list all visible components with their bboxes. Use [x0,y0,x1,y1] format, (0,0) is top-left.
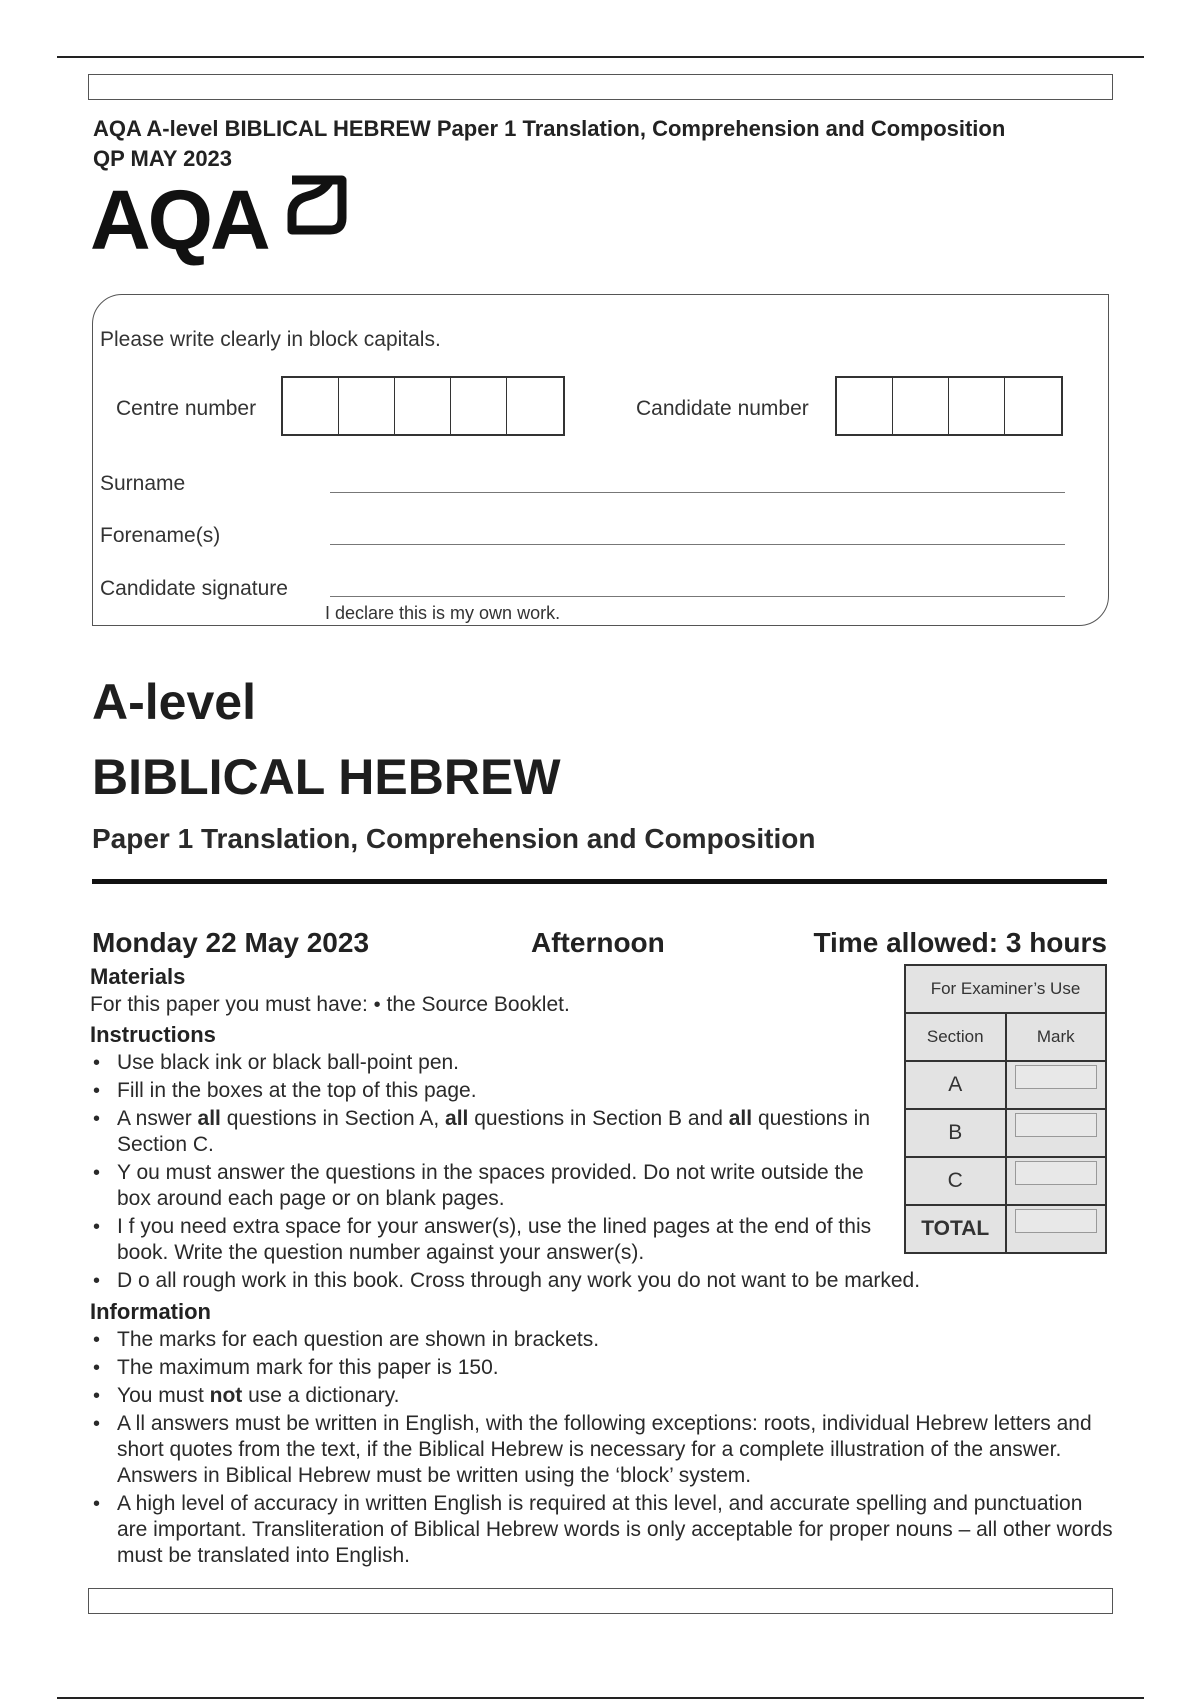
information-item [90,1383,1115,1409]
information-heading: Information [90,1299,211,1324]
section-label: A [905,1061,1006,1109]
total-label: TOTAL [905,1205,1006,1253]
materials-heading: Materials [90,964,186,989]
mark-cell[interactable] [1006,1157,1107,1205]
total-mark-cell[interactable] [1006,1205,1107,1253]
materials-item: the Source Booklet. [386,993,570,1016]
instruction-item: • Fill in the boxes at the top of this page. [90,1078,898,1104]
instruction-item: • Y ou must answer the questions in the spaces provided. Do not write outside the box around each page or on blank pages. [90,1160,877,1212]
signature-label: Candidate signature [100,577,288,600]
materials-text [90,992,890,1018]
instructions-list [90,1050,921,1296]
signature-field[interactable] [330,596,1065,597]
candidate-number-digit-box[interactable] [893,378,949,434]
exam-date: Monday 22 May 2023 [92,927,370,958]
candidate-number-digit-box[interactable] [837,378,893,434]
bottom-rule [57,1697,1144,1699]
surname-label: Surname [100,472,186,495]
centre-number-label: Centre number [116,397,257,420]
mark-cell[interactable] [1006,1109,1107,1157]
candidate-number-label: Candidate number [636,397,809,420]
title-divider [92,879,1107,884]
examiner-use-table [904,964,1107,1254]
document-title: AQA A-level BIBLICAL HEBREW Paper 1 Translation, Comprehension and Composition [93,116,1006,141]
materials-intro: For this paper you must have: [90,993,368,1016]
instruction-text: questions in Section B and [468,1107,729,1130]
logo-wordmark: AQA [90,173,268,267]
information-text: You must [117,1384,210,1407]
information-item: • A ll answers must be written in English, with the following exceptions: roots, individual Hebrew letters and short quotes from the text, if the Biblical Hebrew is necessary for a complete illustration of the answer. Answers in Biblical Hebrew must be written using the ‘block’ system. [90,1411,1115,1489]
logo-leaf-icon [286,174,348,236]
section-column-header: Section [905,1013,1006,1061]
mark-cell[interactable] [1006,1061,1107,1109]
information-item: • A high level of accuracy in written English is required at this level, and accurate spelling and punctuation are important. Transliteration of Biblical Hebrew words is only acceptable for proper nouns – all other words must be translated into English. [90,1491,1115,1569]
centre-number-boxes[interactable] [281,376,565,436]
exam-session: Afternoon [531,927,665,958]
time-allowed: Time allowed: 3 hours [813,927,1107,958]
candidate-number-boxes[interactable] [835,376,1063,436]
information-text: use a dictionary. [242,1384,400,1407]
surname-field[interactable] [330,492,1065,493]
mark-column-header: Mark [1006,1013,1107,1061]
examiner-table-title: For Examiner’s Use [905,965,1106,1013]
subject-title: BIBLICAL HEBREW [92,749,561,805]
total-entry-box[interactable] [1015,1209,1098,1233]
instruction-item: • Use black ink or black ball-point pen. [90,1050,898,1076]
centre-number-digit-box[interactable] [339,378,395,434]
instruction-item [90,1106,898,1158]
emphasis-text: all [197,1107,221,1130]
centre-number-digit-box[interactable] [283,378,339,434]
forename-field[interactable] [330,544,1065,545]
mark-entry-box[interactable] [1015,1065,1098,1089]
paper-title: Paper 1 Translation, Comprehension and Composition [92,823,816,854]
instruction-text: questions in Section C. [117,1107,871,1156]
instruction-text: questions in Section A, [220,1107,446,1130]
centre-number-digit-box[interactable] [507,378,563,434]
emphasis-text: not [209,1384,243,1407]
declaration-text: I declare this is my own work. [325,603,561,623]
mark-entry-box[interactable] [1015,1161,1098,1185]
section-label: B [905,1109,1006,1157]
block-capitals-instruction: Please write clearly in block capitals. [100,328,441,351]
document-subtitle: QP MAY 2023 [93,146,233,171]
candidate-number-digit-box[interactable] [949,378,1005,434]
candidate-number-digit-box[interactable] [1005,378,1061,434]
forename-label: Forename(s) [100,524,221,547]
information-item: • The marks for each question are shown in brackets. [90,1327,1115,1353]
top-frame-strip [88,74,1113,100]
document-heading [93,114,1143,174]
qualification-level: A-level [92,674,256,730]
bottom-frame-strip [88,1588,1113,1614]
instruction-item: • I f you need extra space for your answer(s), use the lined pages at the end of this book. Write the question number against your answer(s). [90,1214,877,1266]
instruction-text: A nswer [117,1107,198,1130]
top-rule [57,56,1144,58]
bullet-icon: • [373,994,381,1016]
centre-number-digit-box[interactable] [395,378,451,434]
instructions-heading: Instructions [90,1022,216,1047]
centre-number-digit-box[interactable] [451,378,507,434]
aqa-logo [90,170,360,270]
emphasis-text: all [445,1107,469,1130]
emphasis-text: all [728,1107,753,1130]
section-label: C [905,1157,1006,1205]
mark-entry-box[interactable] [1015,1113,1098,1137]
instruction-item: • D o all rough work in this book. Cross through any work you do not want to be marked. [90,1268,1127,1294]
information-item: • The maximum mark for this paper is 150. [90,1355,1115,1381]
information-list [90,1327,1115,1571]
